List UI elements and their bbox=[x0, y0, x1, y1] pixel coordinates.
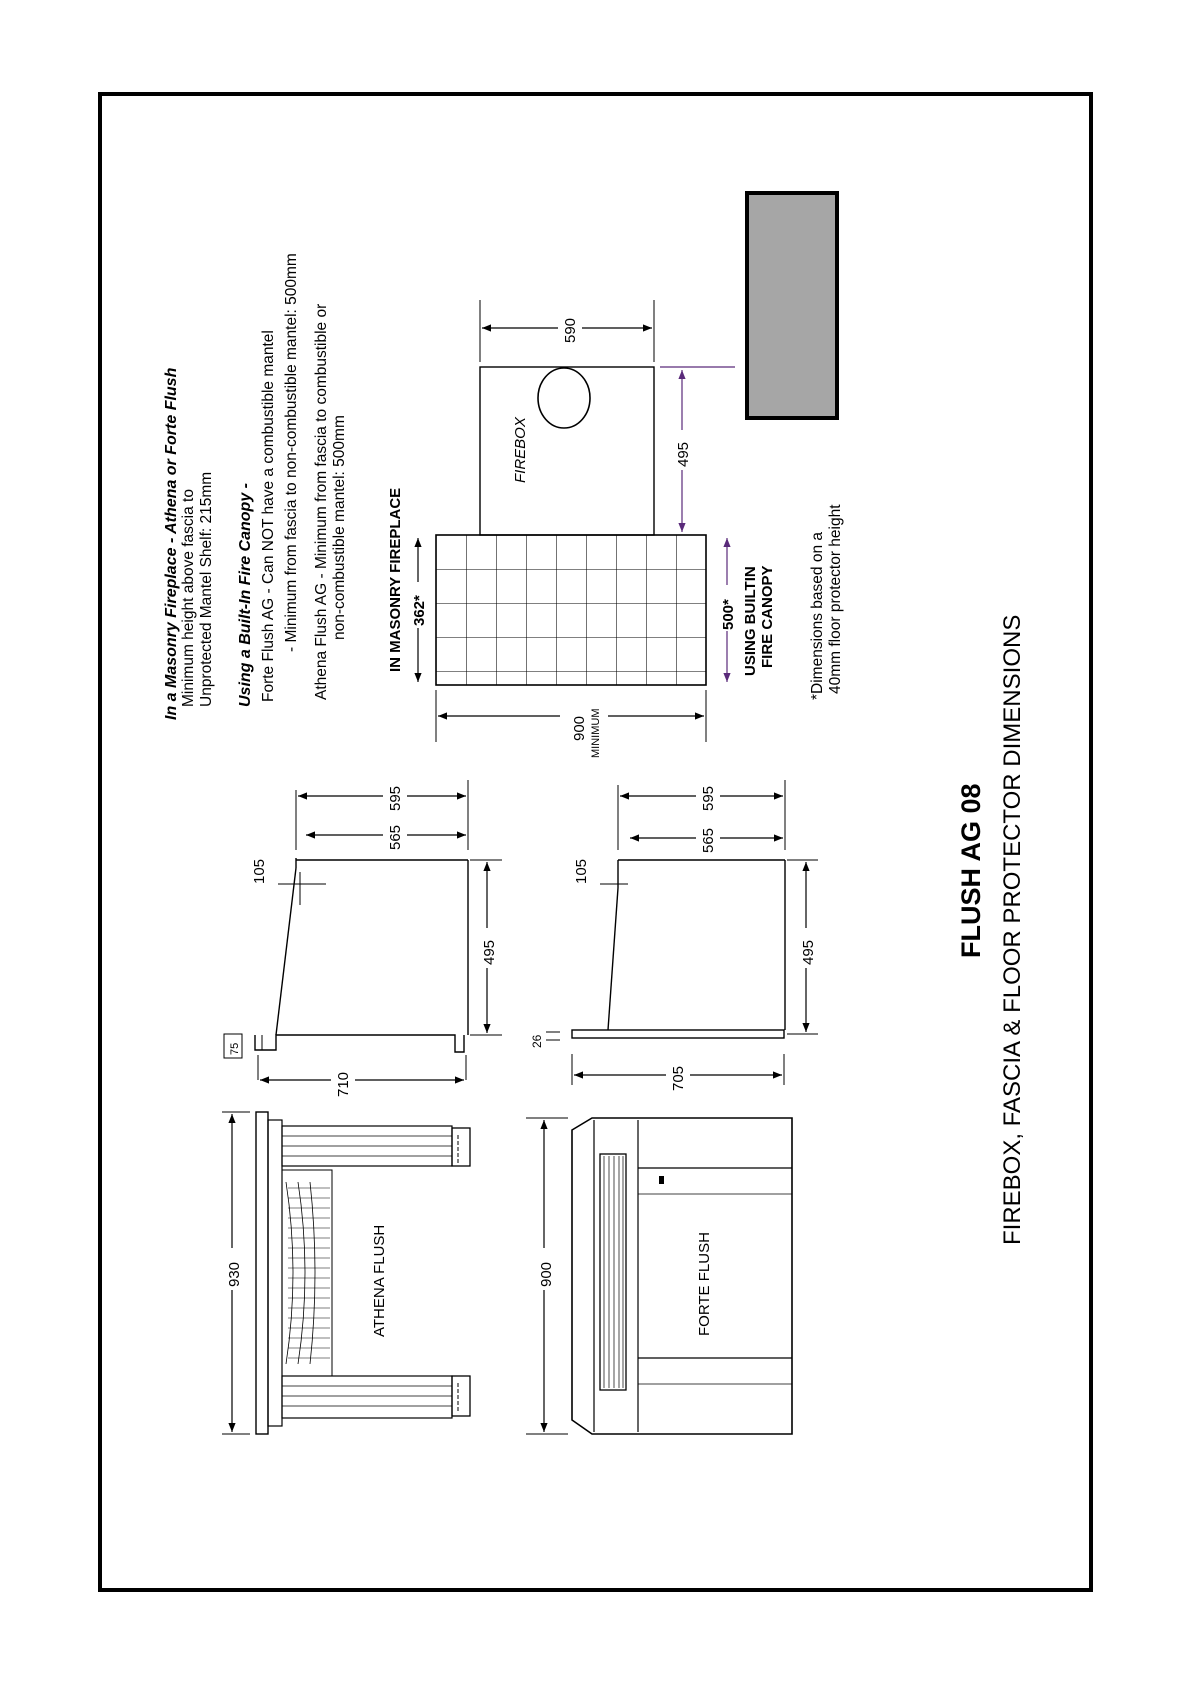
forte-width-dim: 900 bbox=[538, 1261, 555, 1287]
athena-line1: Athena Flush AG - Minimum from fascia to combustible or bbox=[313, 303, 330, 700]
forte-line1: Forte Flush AG - Can NOT have a combustible mantel bbox=[260, 330, 277, 702]
masonry-heading: In a Masonry Fireplace - Athena or Forte Flush bbox=[163, 367, 180, 720]
forte-depth-dim: 495 bbox=[800, 939, 817, 965]
athena-top-dim: 75 bbox=[229, 1042, 241, 1055]
footnote-1: *Dimensions based on a bbox=[809, 531, 826, 700]
forte-side-view bbox=[530, 776, 818, 1096]
athena-label: ATHENA FLUSH bbox=[371, 1224, 388, 1337]
title-sub: FIREBOX, FASCIA & FLOOR PROTECTOR DIMENSIONS bbox=[999, 614, 1026, 1245]
firebox-depth-dim: 495 bbox=[675, 441, 692, 467]
firebox-width-dim: 590 bbox=[562, 317, 579, 343]
forte-height-dim: 705 bbox=[670, 1065, 687, 1091]
masonry-line1: Minimum height above fascia to bbox=[180, 489, 197, 707]
title-main: FLUSH AG 08 bbox=[956, 783, 986, 958]
athena-width-dim: 930 bbox=[226, 1261, 243, 1287]
masonry-line2: Unprotected Mantel Shelf: 215mm bbox=[198, 471, 215, 707]
athena-offset-dim: 105 bbox=[251, 858, 268, 884]
min-width-note: MINIMUM bbox=[590, 708, 602, 758]
canopy-heading: Using a Built-In Fire Canopy - bbox=[237, 482, 254, 707]
forte-565-dim: 565 bbox=[700, 827, 717, 853]
canopy-dim: 500* bbox=[720, 599, 737, 630]
flue-circle bbox=[538, 368, 590, 428]
footnote-2: 40mm floor protector height bbox=[827, 504, 844, 694]
forte-595-dim: 595 bbox=[700, 785, 717, 811]
floor-protector-swatch bbox=[747, 193, 837, 418]
firebox-label: FIREBOX bbox=[512, 417, 529, 483]
athena-565-dim: 565 bbox=[387, 824, 404, 850]
canopy-label-1: USING BUILTIN bbox=[742, 566, 759, 676]
firebox-outline bbox=[480, 367, 654, 535]
athena-595-dim: 595 bbox=[387, 785, 404, 811]
notes-block bbox=[163, 253, 348, 720]
athena-front-view bbox=[222, 1112, 470, 1434]
page-border bbox=[100, 94, 1091, 1590]
forte-label: FORTE FLUSH bbox=[696, 1232, 713, 1336]
masonry-dim: 362* bbox=[411, 595, 428, 626]
forte-line2: - Minimum from fascia to non-combustible mantel: 500mm bbox=[283, 253, 300, 652]
athena-line2: non-combustible mantel: 500mm bbox=[331, 415, 348, 640]
athena-side-view bbox=[224, 776, 502, 1102]
canopy-label-2: FIRE CANOPY bbox=[759, 565, 776, 668]
hearth-tiles bbox=[436, 535, 706, 685]
athena-depth-dim: 495 bbox=[481, 939, 498, 965]
masonry-fireplace-label: IN MASONRY FIREPLACE bbox=[387, 487, 404, 672]
min-width-dim: 900 bbox=[571, 715, 588, 741]
athena-height-dim: 710 bbox=[335, 1071, 352, 1097]
forte-top-dim: 26 bbox=[530, 1034, 544, 1048]
forte-front-view bbox=[526, 1118, 792, 1434]
forte-offset-dim: 105 bbox=[573, 858, 590, 884]
